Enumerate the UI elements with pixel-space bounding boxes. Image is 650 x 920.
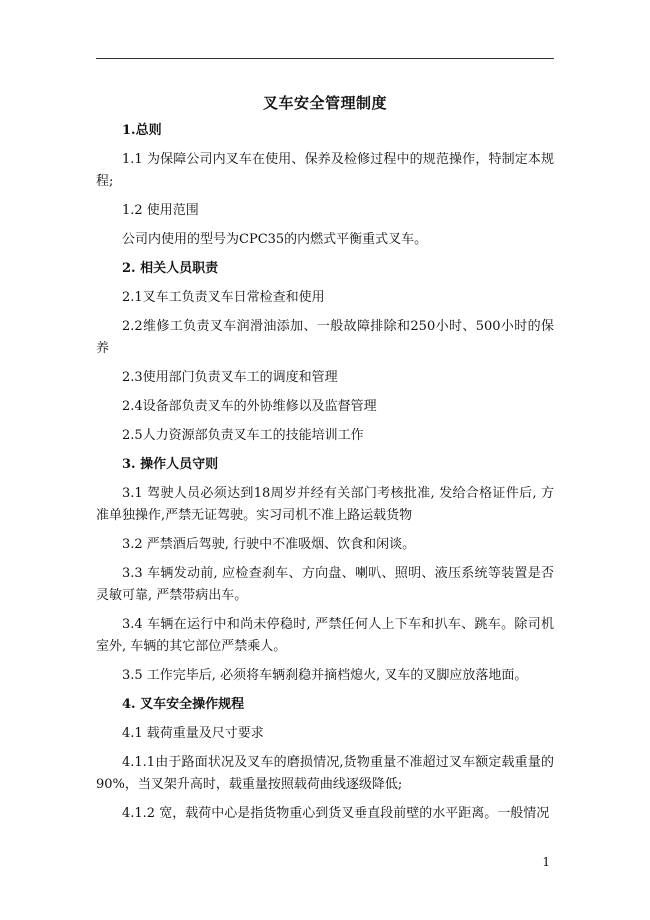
- section-heading: 1.总则: [122, 123, 162, 138]
- paragraph: 2.2维修工负责叉车润滑油添加、一般故障排除和250小时、500小时的保养: [96, 319, 554, 356]
- paragraph: 3.1 驾驶人员必须达到18周岁并经有关部门考核批准, 发给合格证件后, 方准单独操作,严禁无证驾驶。实习司机不准上路运载货物: [96, 486, 554, 523]
- document-body: [96, 120, 554, 832]
- paragraph: 4.1.1由于路面状况及叉车的磨损情况,货物重量不准超过叉车额定载重量的90%，当叉架升高时，载重量按照载荷曲线逐级降低;: [96, 755, 554, 792]
- paragraph: 2.5人力资源部负责叉车工的技能培训工作: [122, 428, 364, 443]
- paragraph: 公司内使用的型号为CPC35的内燃式平衡重式叉车。: [122, 232, 428, 247]
- paragraph: 4.1.2 宽，载荷中心是指货物重心到货叉垂直段前壁的水平距离。一般情况: [122, 806, 550, 821]
- paragraph: 2.3使用部门负责叉车工的调度和管理: [122, 370, 338, 385]
- paragraph: 3.2 严禁酒后驾驶, 行驶中不准吸烟、饮食和闲谈。: [122, 537, 416, 552]
- paragraph: 2.4设备部负责叉车的外协维修以及监督管理: [122, 399, 377, 414]
- paragraph: 1.1 为保障公司内叉车在使用、保养及检修过程中的规范操作，特制定本规程;: [96, 152, 554, 189]
- section-heading: 4. 叉车安全操作规程: [122, 697, 245, 712]
- section-heading: 2. 相关人员职责: [122, 261, 219, 276]
- paragraph: 3.3 车辆发动前, 应检查刹车、方向盘、喇叭、照明、液压系统等装置是否灵敏可靠, 严禁带病出车。: [96, 566, 554, 603]
- paragraph: 4.1 载荷重量及尺寸要求: [122, 726, 264, 741]
- document-title: 叉车安全管理制度: [262, 94, 387, 112]
- paragraph: 3.5 工作完毕后, 必须将车辆刹稳并摘档熄火, 叉车的叉脚应放落地面。: [122, 668, 528, 683]
- paragraph: 2.1叉车工负责叉车日常检查和使用: [122, 290, 325, 305]
- paragraph: 3.4 车辆在运行中和尚未停稳时, 严禁任何人上下车和扒车、跳车。除司机室外, 车辆的其它部位严禁乘人。: [96, 617, 554, 654]
- section-heading: 3. 操作人员守则: [122, 457, 219, 472]
- header-rule: [96, 58, 554, 59]
- paragraph: 1.2 使用范围: [122, 203, 199, 218]
- page-number: 1: [542, 855, 550, 869]
